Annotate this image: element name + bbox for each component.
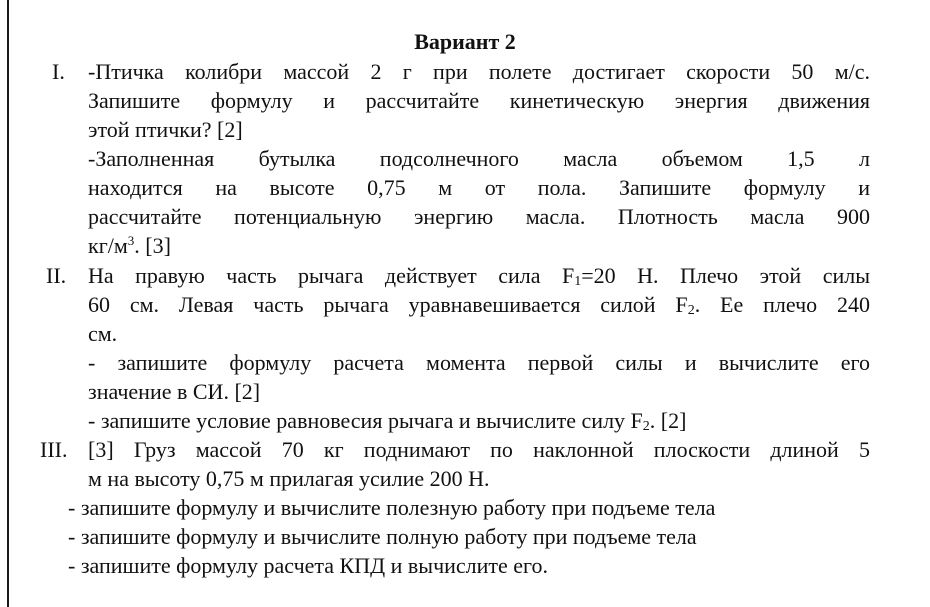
subscript: 1 [574,274,582,289]
section-2-line: см. [88,321,118,346]
section-3-task: - запишите формулу расчета КПД и вычислите его. [68,553,549,578]
variant-title: Вариант 2 [414,29,516,54]
section-2-line [88,407,686,435]
section-1-line: рассчитайте потенциальную энергию масла. Плотность масла 900 [88,204,870,229]
section-1-line: находится на высоте 0,75 м от пола. Запишите формулу и [88,175,870,200]
section-3-numeral: III. [40,437,68,462]
section-1-line: -Птичка колибри массой 2 г при полете достигает скорости 50 м/с. [88,59,870,84]
section-2-line: значение в СИ. [2] [88,379,261,404]
points-label: . [3] [134,233,171,258]
section-2-numeral: II. [46,263,67,288]
text-run: =20 Н. Плечо этой силы [581,263,870,288]
section-2-line: - запишите формулу расчета момента первой силы и вычислите его [88,350,870,375]
section-2-line [88,262,870,290]
section-1-numeral: I. [52,59,65,84]
section-1-line: этой птички? [2] [88,117,243,142]
density-unit-exponent: 3 [127,233,135,248]
section-3-task: - запишите формулу и вычислите полную работу при подъеме тела [68,524,697,549]
text-run: 60 см. Левая часть рычага уравнавешивается силой F [88,292,688,317]
text-run: На правую часть рычага действует сила F [88,263,575,288]
text-run: - запишите условие равновесия рычага и вычислите силу F [88,408,643,433]
subscript: 2 [687,303,695,318]
section-1-line: Запишите формулу и рассчитайте кинетическую энергия движения [88,88,870,113]
subscript: 2 [642,419,650,434]
text-run: . [2] [649,408,687,433]
section-3-line: [3] Груз массой 70 кг поднимают по наклонной плоскости длиной 5 [88,437,870,462]
density-unit: кг/м [88,233,128,258]
section-1-line [88,232,171,260]
text-run: . Ее плечо 240 [694,292,870,317]
section-2-line [88,291,870,319]
section-1-line: -Заполненная бутылка подсолнечного масла объемом 1,5 л [88,146,870,171]
section-3-line: м на высоту 0,75 м прилагая усилие 200 Н. [88,466,490,491]
section-3-task: - запишите формулу и вычислите полезную работу при подъеме тела [68,495,716,520]
